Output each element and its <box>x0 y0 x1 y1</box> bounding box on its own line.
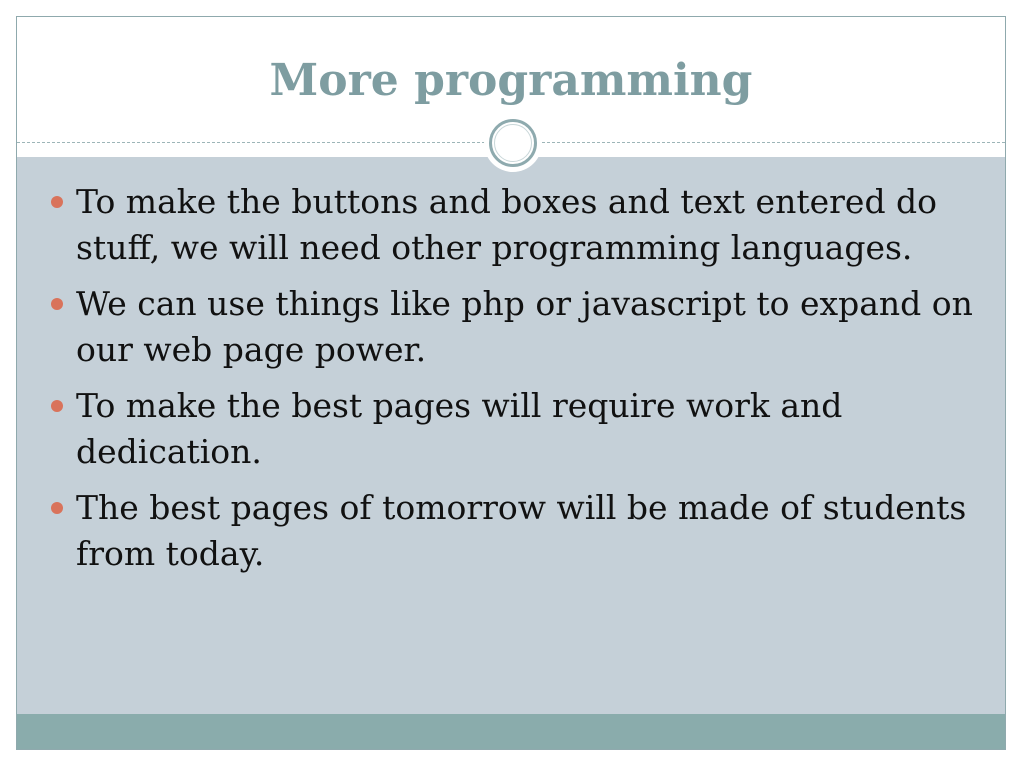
bullet-text: We can use things like php or javascript to expand on our web page power. <box>76 284 973 369</box>
bullet-dot-icon <box>51 196 63 208</box>
slide-title: More programming <box>269 55 753 106</box>
bullet-item <box>47 383 987 475</box>
circle-ornament-icon <box>484 114 542 172</box>
bullet-dot-icon <box>51 298 63 310</box>
bullet-text: To make the buttons and boxes and text entered do stuff, we will need other programming languages. <box>76 182 938 267</box>
bullet-dot-icon <box>51 502 63 514</box>
circle-ornament-ring <box>489 119 537 167</box>
footer-bar <box>17 714 1005 749</box>
bullet-text: The best pages of tomorrow will be made of students from today. <box>76 488 967 573</box>
circle-ornament-inner <box>494 124 532 162</box>
bullet-list <box>47 179 987 587</box>
bullet-text: To make the best pages will require work and dedication. <box>76 386 843 471</box>
bullet-item <box>47 485 987 577</box>
slide <box>16 16 1006 750</box>
bullet-item <box>47 281 987 373</box>
bullet-dot-icon <box>51 400 63 412</box>
bullet-item <box>47 179 987 271</box>
